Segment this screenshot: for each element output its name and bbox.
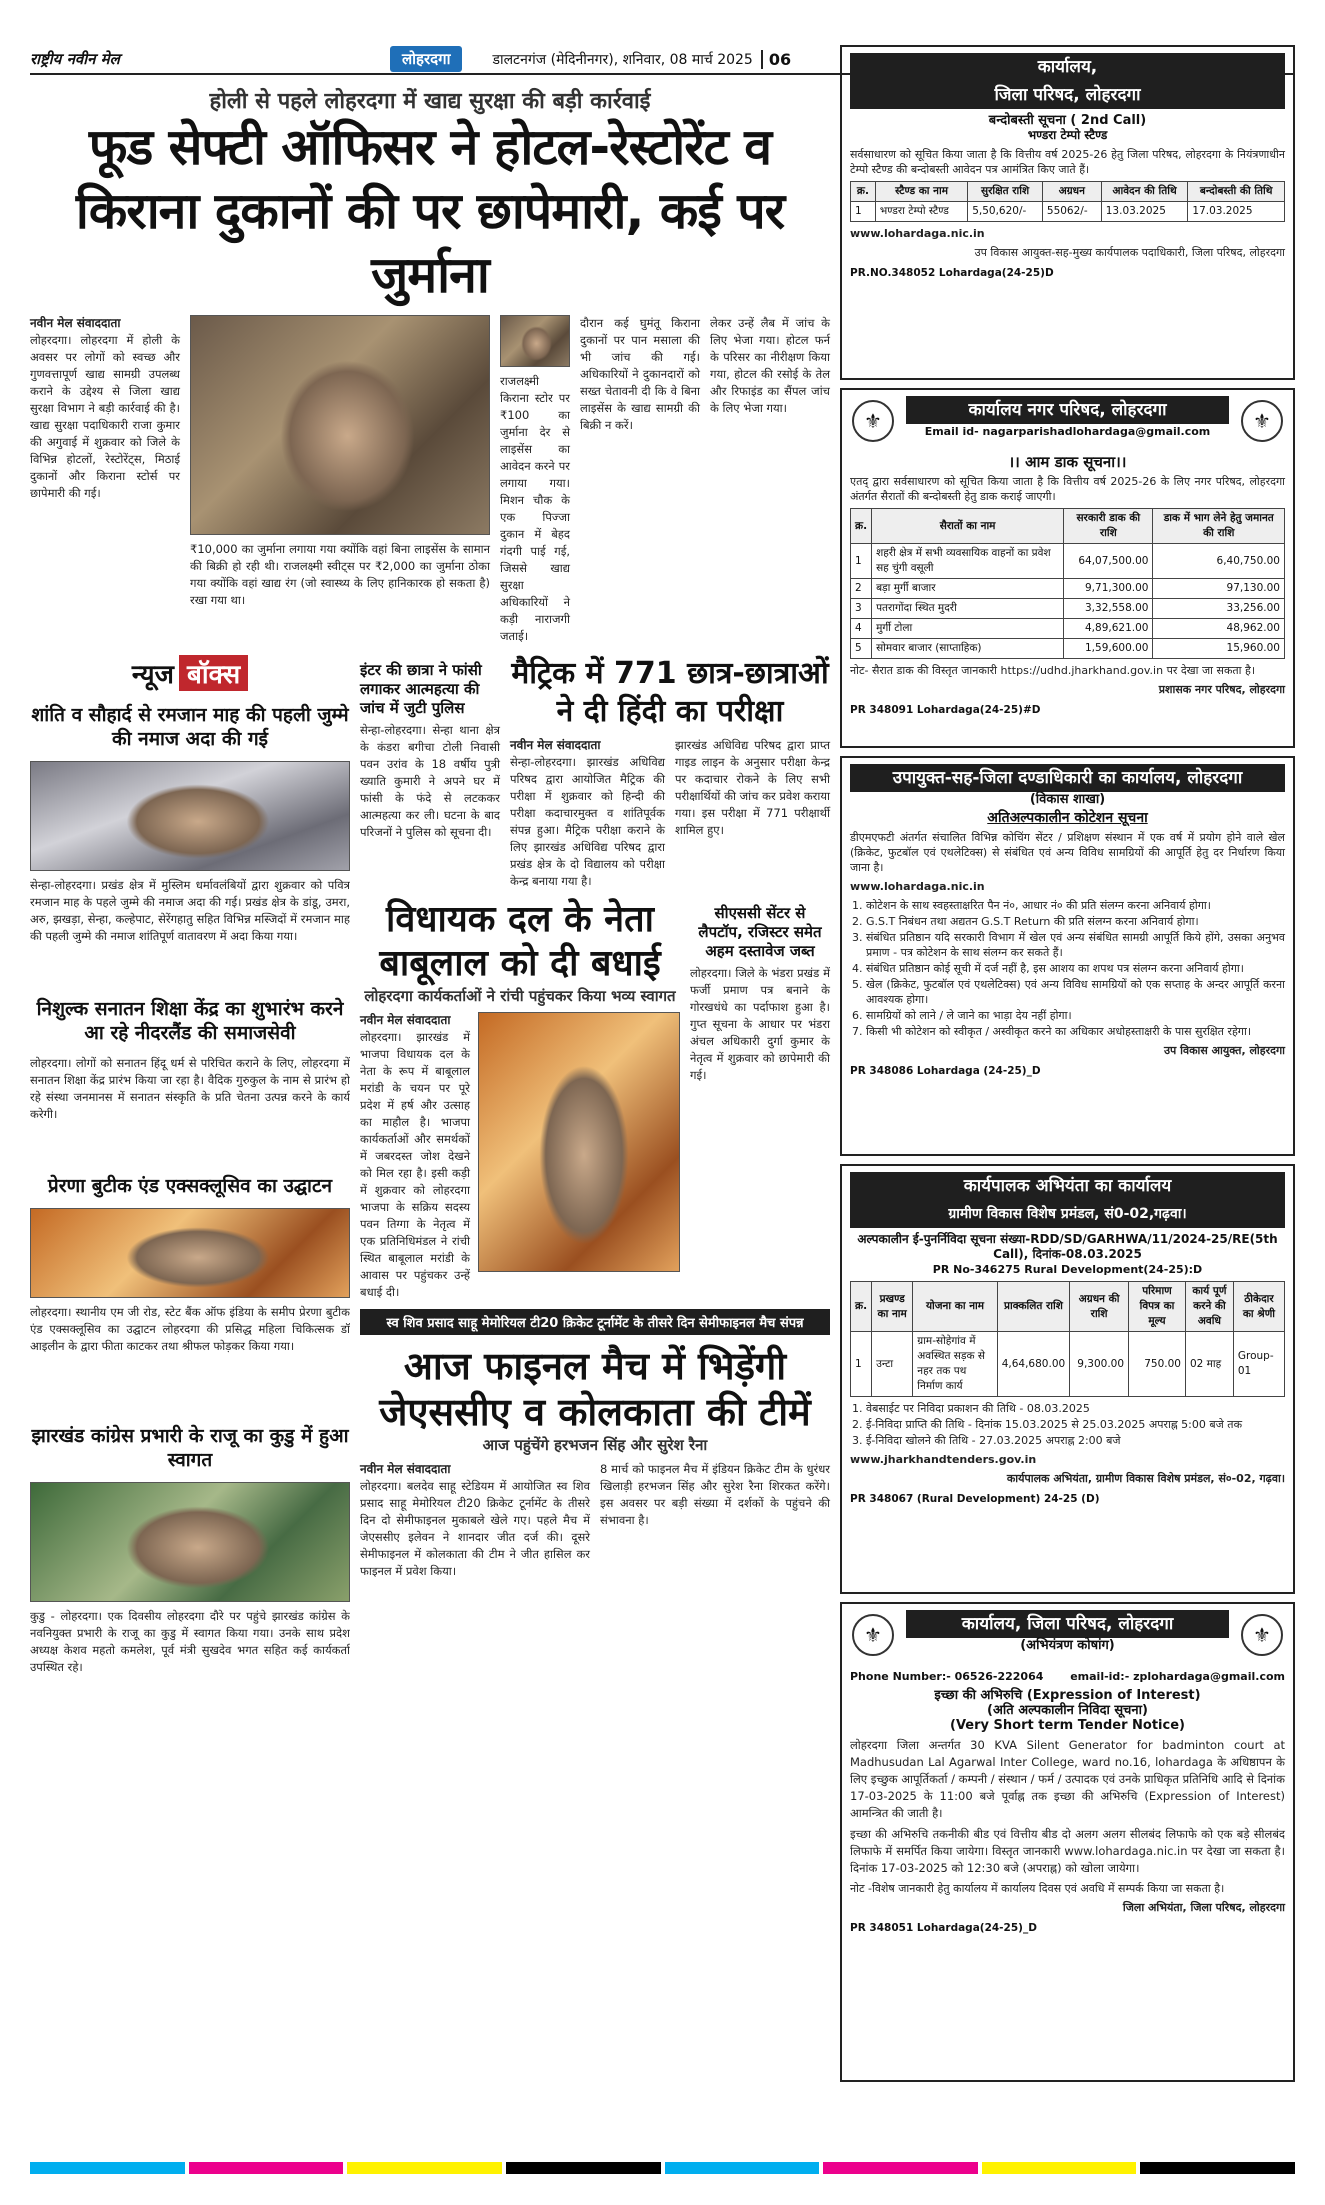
eoi-title-1: कार्यालय, जिला परिषद, लोहरदगा <box>906 1610 1229 1638</box>
lead-col-1 <box>30 315 180 645</box>
matric-cols <box>510 737 830 890</box>
zp-th: आवेदन की तिथि <box>1101 182 1188 202</box>
lead-byline: नवीन मेल संवाददाता <box>30 316 121 330</box>
dc-footer <box>850 1064 1285 1079</box>
dc-condition: 6. सामग्रियों को लाने / ले जाने का भाड़ा देय नहीं होगा। <box>866 1008 1285 1023</box>
eoi-signatory: जिला अभियंता, जिला परिषद, लोहरदगा <box>1122 1901 1285 1914</box>
zp-footer <box>850 266 1285 281</box>
emblem-icon: ⚜ <box>1241 1614 1283 1656</box>
matric-headline: मैट्रिक में 771 छात्र-छात्राओं ने दी हिंदी का परीक्षा <box>511 656 829 729</box>
np-signatory: प्रशासक नगर परिषद, लोहरदगा <box>1158 683 1285 696</box>
zp-table-row <box>851 202 1285 222</box>
np-th: सैरातों का नाम <box>872 509 1064 544</box>
np-notice: ।। आम डाक सूचना।। <box>1008 453 1127 471</box>
magenta-swatch <box>823 2162 978 2174</box>
sports-col-2 <box>600 1461 830 1580</box>
news-area <box>30 81 830 2151</box>
congress-photo <box>30 1482 350 1602</box>
suicide-headline: इंटर की छात्रा ने फांसी लगाकर आत्महत्या की जांच में जुटी पुलिस <box>360 661 482 717</box>
cyan-swatch <box>30 2162 185 2174</box>
np-td: 33,256.00 <box>1153 599 1285 619</box>
matric-col-1 <box>510 737 665 890</box>
emblem-icon: ⚜ <box>1241 400 1283 442</box>
babulal-deck: लोहरदगा कार्यकर्ताओं ने रांची पहुंचकर किया भव्य स्वागत <box>364 987 676 1005</box>
dc-title: उपायुक्त-सह-जिला दण्डाधिकारी का कार्यालय, लोहरदगा <box>850 764 1285 792</box>
np-td: शहरी क्षेत्र में सभी व्यवसायिक वाहनों का प्रवेश सह चुंगी वसूली <box>872 544 1064 579</box>
right-stories <box>360 655 830 1715</box>
sports-headline-2: जेएससीए व कोलकाता की टीमें <box>379 1390 811 1434</box>
dc-condition: 2. G.S.T निबंधन तथा अद्यतन G.S.T Return की प्रति संलग्न करना अनिवार्य होगा। <box>866 914 1285 929</box>
zp-td: 13.03.2025 <box>1101 202 1188 222</box>
rdd-table <box>850 1281 1285 1397</box>
eoi-email: email-id:- zplohardaga@gmail.com <box>1070 1670 1285 1683</box>
cyber-body: लोहरदगा। जिले के भंडरा प्रखंड में फर्जी प्रमाण पत्र बनाने के गोरखधंधे का पर्दाफाश हुआ है। गुप्त सूचना के आधार पर भंडरा अंचल अधिकारी दुर्गा कुमार के नेतृत्व में शुक्रवार को छापेमारी की गई। <box>690 966 830 1082</box>
zp-table <box>850 181 1285 222</box>
rdd-td: 02 माह <box>1185 1332 1233 1397</box>
rdd-pr: PR No-346275 Rural Development(24-25):D <box>932 1263 1203 1276</box>
rdd-pr-no: PR 348067 (Rural Development) 24-25 (D) <box>850 1493 1100 1505</box>
rdd-td: ग्राम-सोहेगांव में अवस्थित सड़क से नहर तक पथ निर्माण कार्य <box>913 1332 997 1397</box>
zp-td: भण्डरा टेम्पो स्टैण्ड <box>875 202 967 222</box>
lead-headline-line-1: फूड सेफ्टी ऑफिसर ने होटल-रेस्टोरेंट व <box>88 118 772 176</box>
np-td: 3,32,558.00 <box>1064 599 1153 619</box>
lead-para-5: लेकर उन्हें लैब में जांच के लिए भेजा गया। होटल फर्न के परिसर का नीरीक्षण किया गया, होटल की रसोई के तेल और रिफाइंड का सैंपल जांच के लिए भेजा गया। <box>710 316 830 415</box>
zp-signatory: उप विकास आयुक्त-सह-मुख्य कार्यपालक पदाधिकारी, जिला परिषद, लोहरदगा <box>974 246 1285 259</box>
np-body: एतद् द्वारा सर्वसाधारण को सूचित किया जाता है कि वित्तीय वर्ष 2025-26 के लिए नगर परिषद, लोहरदगा अंतर्गत सैरातों की बन्दोबस्ती हेतु डाक कराई जाएगी। <box>850 475 1285 503</box>
np-td: 1,59,600.00 <box>1064 639 1153 659</box>
black-swatch <box>506 2162 661 2174</box>
eoi-title-2: (अभियंत्रण कोषांग) <box>1020 1638 1115 1653</box>
np-table-row <box>851 639 1285 659</box>
lead-kicker: होली से पहले लोहरदगा में खाद्य सुरक्षा की बड़ी कार्रवाई <box>209 89 651 114</box>
page-number: 06 <box>761 50 791 69</box>
lead-col-4 <box>580 315 700 645</box>
zp-table-header <box>851 182 1285 202</box>
print-registration-strip <box>30 2160 1295 2176</box>
second-band <box>30 655 830 1715</box>
namaz-body: सेन्हा-लोहरदगा। प्रखंड क्षेत्र में मुस्लिम धर्मावलंबियों द्वारा शुक्रवार को पवित्र रमजान माह के पहले जुम्मे की नमाज अदा की गई। प्रखंड क्षेत्र के डांडू, उमरा, अरु, झखड़ा, सेन्हा, कल्हेपाट, सेरेंगहातु सहित विभिन्न मस्जिदों में रमजान माह की पहली जुम्मे की नमाज शांतिपूर्ण वातावरण में अदा किया गया। <box>30 878 350 943</box>
matric-byline: नवीन मेल संवाददाता <box>510 738 601 752</box>
np-table-row <box>851 599 1285 619</box>
eoi-footer <box>850 1921 1285 1936</box>
cyber-headline: सीएससी सेंटर से लैपटॉप, रजिस्टर समेत अहम दस्तावेज जब्त <box>698 904 822 960</box>
dc-condition: 5. खेल (क्रिकेट, फुटबॉल एवं एथलेटिक्स) एवं अन्य विविध सामग्रियों को एक सप्ताह के अन्दर आपूर्ति करना आवश्यक होगा। <box>866 977 1285 1007</box>
rdd-schedule-item: 2. ई-निविदा प्राप्ति की तिथि - दिनांक 15.03.2025 से 25.03.2025 अपराह्न 5:00 बजे तक <box>866 1417 1285 1432</box>
np-table-row <box>851 579 1285 599</box>
rdd-schedule <box>866 1401 1285 1448</box>
rdd-td: 4,64,680.00 <box>997 1332 1069 1397</box>
zp-pr-no: PR.NO.348052 Lohardaga(24-25)D <box>850 267 1054 279</box>
zp-th: सुरक्षित राशि <box>968 182 1043 202</box>
newspaper-page <box>30 45 1295 2155</box>
np-th: सरकारी डाक की राशि <box>1064 509 1153 544</box>
magenta-swatch <box>189 2162 344 2174</box>
babulal-byline: नवीन मेल संवाददाता <box>360 1013 451 1027</box>
sports-headline-1: आज फाइनल मैच में भिड़ेंगी <box>403 1344 787 1388</box>
np-td: 6,40,750.00 <box>1153 544 1285 579</box>
prerna-body: लोहरदगा। स्थानीय एम जी रोड, स्टेट बैंक ऑफ इंडिया के समीप प्रेरणा बुटीक एंड एक्सक्लूसिव का उद्घाटन लोहरदगा की प्रसिद्ध महिला चिकित्सक डॉ आइलीन के द्वारा फीता काटकर तथा श्रीफल फोड़कर किया गया। <box>30 1305 350 1353</box>
zp-title-1: कार्यालय, <box>850 53 1285 81</box>
np-title: कार्यालय नगर परिषद, लोहरदगा <box>906 396 1229 424</box>
np-td: 2 <box>851 579 872 599</box>
dc-condition: 3. संबंधित प्रतिष्ठान यदि सरकारी विभाग में खेल एवं अन्य संबंधित सामग्री आपूर्ति किये होंगे, उसका अनुभव प्रमाण - पत्र कोटेशन के साथ संलग्न कर सकते हैं। <box>866 930 1285 960</box>
ad-collector <box>840 756 1295 1156</box>
rdd-notice: अल्पकालीन ई-पुनर्निविदा सूचना संख्या-RDD/SD/GARHWA/11/2024-25/RE(5th Call), दिनांक-08.03.2025 <box>857 1232 1278 1261</box>
rdd-th: प्राक्कलित राशि <box>997 1282 1069 1332</box>
congress-body: कुडु - लोहरदगा। एक दिवसीय लोहरदगा दौरे पर पहुंचे झारखंड कांग्रेस के नवनियुक्त प्रभारी के राजू का कुडु में स्वागत किया गया। उनके साथ प्रदेश अध्यक्ष केशव महतो कमलेश, पूर्व मंत्री सुखदेव भगत सहित कई कार्यकर्ता उपस्थित रहे। <box>30 1608 350 1674</box>
matric-body: सेन्हा-लोहरदगा। झारखंड अधिविद्य परिषद द्वारा आयोजित मैट्रिक की परीक्षा में शुक्रवार को हिन्दी की परीक्षा कदाचारमुक्त व शांतिपूर्वक संपन्न हुआ। मैट्रिक परीक्षा कराने के लिए झारखंड अधिविद्य परिषद द्वारा प्रखंड क्षेत्र के दो विद्यालय को परीक्षा केन्द्र बनाया गया है। <box>510 755 665 888</box>
congress-headline: झारखंड कांग्रेस प्रभारी के राजू का कुडु में हुआ स्वागत <box>31 1424 349 1471</box>
yellow-swatch <box>347 2162 502 2174</box>
eoi-note: नोट -विशेष जानकारी हेतु कार्यालय में कार्यालय दिवस एवं अवधि में सम्पर्क किया जा सकता है। <box>850 1882 1225 1895</box>
np-note: नोट- सैरात डाक की विस्तृत जानकारी https://udhd.jharkhand.gov.in पर देखा जा सकता है। <box>850 664 1256 677</box>
zp-sub: भण्डरा टेम्पो स्टैण्ड <box>1027 128 1108 142</box>
babulal-body: लोहरदगा। झारखंड में भाजपा विधायक दल के नेता के रूप में बाबूलाल मरांडी के चयन पर पूरे प्रदेश में हर्ष और उत्साह का माहौल है। भाजपा कार्यकर्ताओं और समर्थकों में जबरदस्त जोश देखने को मिल रहा है। इसी कड़ी में शुक्रवार को लोहरदगा भाजपा के सक्रिय सदस्य पवन तिग्गा के नेतृत्व में एक प्रतिनिधिमंडल ने रांची स्थित बाबूलाल मरांडी के आवास पर पहुंचकर उन्हें बधाई दी। <box>360 1030 470 1299</box>
eoi-notice-3: (Very Short term Tender Notice) <box>950 1718 1185 1733</box>
lead-para-4: दौरान कई घुमंतू किराना दुकानों पर पान मसाला की भी जांच की गई। अधिकारियों ने दुकानदारों को सख्त चेतावनी दी कि वे बिना लाइसेंस के खाद्य सामग्री की बिक्री न करें। <box>580 316 700 432</box>
np-table-row <box>851 544 1285 579</box>
yellow-swatch <box>982 2162 1137 2174</box>
np-th: क्र. <box>851 509 872 544</box>
zp-td: 5,50,620/- <box>968 202 1043 222</box>
babulal-story <box>360 898 680 1301</box>
cyan-swatch <box>665 2162 820 2174</box>
suicide-body: सेन्हा-लोहरदगा। सेन्हा थाना क्षेत्र के कंडरा बगीचा टोली निवासी पवन उरांव के 18 वर्षीय पुत्री ख्याति कुमारी ने अपने घर में फांसी के फंदे से लटककर आत्महत्या कर ली। घटना के बाद परिजनों ने पुलिस को सूचना दी। <box>360 723 500 839</box>
np-td: 15,960.00 <box>1153 639 1285 659</box>
eoi-notice-2: (अति अल्पकालीन निविदा सूचना) <box>987 1703 1148 1718</box>
eoi-body-2: इच्छा की अभिरुचि तकनीकी बीड एवं वित्तीय बीड दो अलग अलग सीलबंद लिफाफे को एक बड़े सीलबंद लिफाफे में समर्पित किया जायेगा। विस्तृत जानकारी www.lohardaga.nic.in पर देखा जा सकता है। दिनांक 17-03-2025 को 12:30 बजे (अपराह्न) को खोला जायेगा। <box>850 1827 1285 1875</box>
dc-pr-no: PR 348086 Lohardaga (24-25)_D <box>850 1065 1041 1077</box>
sanatan-headline: निशुल्क सनातन शिक्षा केंद्र का शुभारंभ करने आ रहे नीदरलैंड की समाजसेवी <box>36 997 344 1044</box>
lead-headline-line-2: किराना दुकानों की पर छापेमारी, कई पर जुर्माना <box>75 182 785 304</box>
rdd-th: कार्य पूर्ण करने की अवधि <box>1185 1282 1233 1332</box>
zp-website: www.lohardaga.nic.in <box>850 227 985 240</box>
zp-th: क्र. <box>851 182 876 202</box>
rdd-th: क्र. <box>851 1282 872 1332</box>
np-td: 9,71,300.00 <box>1064 579 1153 599</box>
sports-body-2: 8 मार्च को फाइनल मैच में इंडियन क्रिकेट टीम के धुरंधर खिलाड़ी हरभजन सिंह और सुरेश रैना शिरकत करेंगे। इस अवसर पर बड़ी संख्या में दर्शकों के पहुंचने की संभावना है। <box>600 1462 830 1527</box>
namaz-headline: शांति व सौहार्द से रमजान माह की पहली जुम्मे की नमाज अदा की गई <box>31 704 349 750</box>
ad-eoi <box>840 1602 1295 2082</box>
namaz-photo <box>30 761 350 871</box>
ad-rdd <box>840 1164 1295 1594</box>
np-td: सोमवार बाजार (साप्ताहिक) <box>872 639 1064 659</box>
matric-story <box>510 655 830 890</box>
matric-body-2: झारखंड अधिविद्य परिषद द्वारा प्राप्त गाइड लाइन के अनुसार परीक्षा केन्द्र पर कदाचार रोकने के लिए सभी परीक्षार्थियों की जांच कर प्रवेश कराया गया। इस परीक्षा में 771 परीक्षार्थी शामिल हुए। <box>675 738 830 837</box>
eoi-phone: Phone Number:- 06526-222064 <box>850 1670 1044 1683</box>
sports-story <box>360 1343 830 1580</box>
np-td: मुर्गी टोला <box>872 619 1064 639</box>
eoi-pr-no: PR 348051 Lohardaga(24-25)_D <box>850 1922 1037 1934</box>
np-footer <box>850 703 1285 718</box>
rdd-th: परिमाण विपत्र का मूल्य <box>1129 1282 1186 1332</box>
sanatan-body: लोहरदगा। लोगों को सनातन हिंदू धर्म से परिचित कराने के लिए, लोहरदगा में सनातन शिक्षा केंद्र प्रारंभ किया जा रहा है। वैदिक गुरुकुल के नाम से प्रारंभ हो रहे संस्था जनमानस में सनातन संस्कृति के प्रति चेतना उत्पन्न करने के कार्य करेगी। <box>30 1055 350 1121</box>
rdd-td: 750.00 <box>1129 1332 1186 1397</box>
np-td: बड़ा मुर्गी बाजार <box>872 579 1064 599</box>
hotel-inspection-photo <box>500 315 570 367</box>
dc-condition: 1. कोटेशन के साथ स्वहस्ताक्षरित पैन नं०, आधार नं० की प्रति संलग्न करना अनिवार्य होगा। <box>866 898 1285 913</box>
eoi-contact <box>850 1669 1285 1684</box>
dc-notice: अतिअल्पकालीन कोटेशन सूचना <box>987 810 1148 826</box>
emblem-icon: ⚜ <box>852 1614 894 1656</box>
lead-headline <box>30 115 830 307</box>
lead-col-5 <box>710 315 830 645</box>
zp-th: स्टैण्ड का नाम <box>875 182 967 202</box>
babulal-row <box>360 898 830 1301</box>
sports-strip: स्व शिव प्रसाद साहू मेमोरियल टी20 क्रिकेट टूर्नामेंट के तीसरे दिन सेमीफाइनल मैच संपन्न <box>360 1309 830 1335</box>
sports-col-1 <box>360 1461 590 1580</box>
food-raid-photo <box>190 315 490 535</box>
rdd-title-2: ग्रामीण विकास विशेष प्रमंडल, सं0-02,गढ़वा। <box>850 1200 1285 1228</box>
rdd-schedule-item: 1. वेबसाईट पर निविदा प्रकाशन की तिथि - 08.03.2025 <box>866 1401 1285 1416</box>
dateline: डालटनगंज (मेदिनीनगर), शनिवार, 08 मार्च 2025 <box>492 51 753 68</box>
emblem-icon: ⚜ <box>852 400 894 442</box>
box-label: बॉक्स <box>179 655 248 691</box>
rdd-th: योजना का नाम <box>913 1282 997 1332</box>
matric-row <box>360 655 830 890</box>
suicide-story <box>360 655 500 890</box>
eoi-body: लोहरदगा जिला अन्तर्गत 30 KVA Silent Generator for badminton court at Madhusudan Lal Agarwal Inter College, ward no.16, lohardaga के अधिष्ठापन के लिए इच्छुक आपूर्तिकर्ता / कम्पनी / संस्थान / फर्म / उत्पादक एवं उनके प्राधिकृत प्रतिनिधि आदि से दिनांक 17-03-2025 के 11:00 बजे पूर्वाह्न तक इच्छा की अभिरुचि (Expression of Interest) आमन्त्रित की जाती है। <box>850 1738 1285 1820</box>
babulal-col <box>360 1012 470 1301</box>
np-th: डाक में भाग लेने हेतु जमानत की राशि <box>1153 509 1285 544</box>
np-td: 97,130.00 <box>1153 579 1285 599</box>
rdd-schedule-item: 3. ई-निविदा खोलने की तिथि - 27.03.2025 अपराह्न 2:00 बजे <box>866 1433 1285 1448</box>
cyber-story <box>690 898 830 1301</box>
sports-cols <box>360 1461 830 1580</box>
ads-column <box>840 45 1295 2155</box>
np-email: Email id- nagarparishadlohardaga@gmail.com <box>924 425 1211 438</box>
lead-para-2: ₹10,000 का जुर्माना लगाया गया क्योंकि वहां बिना लाइसेंस के सामान की बिक्री हो रही थी। राजलक्ष्मी स्वीट्स पर ₹2,000 का जुर्माना ठोका गया क्योंकि वहां खाद्य रंग (जो स्वास्थ्य के लिए हानिकारक हो सकता है) रखा गया था। <box>190 542 490 607</box>
dc-conditions <box>866 898 1285 1039</box>
zp-th: बन्दोबस्ती की तिथि <box>1188 182 1285 202</box>
rdd-th: प्रखण्ड का नाम <box>872 1282 913 1332</box>
dc-website: www.lohardaga.nic.in <box>850 880 985 893</box>
rdd-td: 1 <box>851 1332 872 1397</box>
rdd-table-row <box>851 1332 1285 1397</box>
lead-story <box>30 315 830 645</box>
dc-condition: 4. संबंधित प्रतिष्ठान कोई सूची में दर्ज नहीं है, इस आशय का शपथ पत्र संलग्न करना अनिवार्य होगा। <box>866 961 1285 976</box>
dc-condition: 7. किसी भी कोटेशन को स्वीकृत / अस्वीकृत करने का अधिकार अधोहस्ताक्षरी के पास सुरक्षित रहेगा। <box>866 1024 1285 1039</box>
ad-zila-parishad <box>840 45 1295 380</box>
rdd-th: ठीकेदार का श्रेणी <box>1233 1282 1284 1332</box>
rdd-td: 9,300.00 <box>1070 1332 1129 1397</box>
zp-title-2: जिला परिषद, लोहरदगा <box>850 81 1285 109</box>
zp-th: अग्रधन <box>1042 182 1101 202</box>
np-td: 5 <box>851 639 872 659</box>
ad-nagar-parishad <box>840 388 1295 748</box>
lead-para-1: लोहरदगा। लोहरदगा में होली के अवसर पर लोगों को स्वच्छ और गुणवत्तापूर्ण खाद्य सामग्री उपलब्ध कराने के उद्देश्य से जिला खाद्य सुरक्षा विभाग ने बड़ी कार्रवाई की है। खाद्य सुरक्षा पदाधिकारी राजा कुमार की अगुवाई में शुक्रवार को जिले के विभिन्न होटलों, रेस्टोरेंट्स, मिठाई दुकानों और किराना स्टोर्स पर छापेमारी की गई। <box>30 333 180 500</box>
zp-notice: बन्दोबस्ती सूचना ( 2nd Call) <box>988 113 1147 128</box>
np-td: पतरागोंदा स्थित मुदरी <box>872 599 1064 619</box>
prerna-headline: प्रेरणा बुटीक एंड एक्सक्लूसिव का उद्घाटन <box>47 1175 333 1197</box>
newspaper-logo: राष्ट्रीय नवीन मेल <box>30 50 120 68</box>
sports-deck: आज पहुंचेंगे हरभजन सिंह और सुरेश रैना <box>482 1436 708 1454</box>
babulal-headline: विधायक दल के नेता बाबूलाल को दी बधाई <box>379 899 661 984</box>
zp-td: 17.03.2025 <box>1188 202 1285 222</box>
black-swatch <box>1140 2162 1295 2174</box>
eoi-notice-1: इच्छा की अभिरुचि (Expression of Interest) <box>934 1688 1201 1703</box>
dc-sub: (विकास शाखा) <box>1029 792 1106 807</box>
babulal-content <box>360 1012 680 1301</box>
prerna-photo <box>30 1208 350 1298</box>
news-box-header <box>30 655 350 691</box>
left-stories <box>30 655 350 1715</box>
sports-body: लोहरदगा। बलदेव साहू स्टेडियम में आयोजित स्व शिव प्रसाद साहू मेमोरियल टी20 क्रिकेट टूर्नामेंट के तीसरे दिन दो सेमीफाइनल मुकाबले खेले गए। पहले मैच में जेएससीए इलेवन ने शानदार जीत दर्ज की। दूसरे सेमीफाइनल में कोलकाता की टीम ने जीत हासिल कर फाइनल में प्रवेश किया। <box>360 1479 590 1578</box>
rdd-footer <box>850 1492 1285 1507</box>
rdd-signatory: कार्यपालक अभियंता, ग्रामीण विकास विशेष प्रमंडल, सं०-02, गढ़वा। <box>1006 1472 1285 1485</box>
matric-col-2 <box>675 737 830 890</box>
np-td: 48,962.00 <box>1153 619 1285 639</box>
rdd-th: अग्रधन की राशि <box>1070 1282 1129 1332</box>
np-pr-no: PR 348091 Lohardaga(24-25)#D <box>850 704 1041 716</box>
np-table <box>850 508 1285 659</box>
lead-para-3: राजलक्ष्मी किराना स्टोर पर ₹100 का जुर्माना देर से लाइसेंस का आवेदन करने पर लगाया गया। मिशन चौक के एक पिज्जा दुकान में बेहद गंदगी पाई गई, जिससे खाद्य सुरक्षा अधिकारियों ने कड़ी नाराजगी जताई। <box>500 374 570 643</box>
rdd-td: उन्टा <box>872 1332 913 1397</box>
news-label: न्यूज <box>131 660 174 690</box>
babulal-photo <box>478 1012 680 1272</box>
np-table-row <box>851 619 1285 639</box>
lead-col-3 <box>500 315 570 645</box>
np-table-header <box>851 509 1285 544</box>
rdd-table-header <box>851 1282 1285 1332</box>
zp-td: 1 <box>851 202 876 222</box>
section-label: लोहरदगा <box>390 46 462 72</box>
lead-photo-col <box>190 315 490 645</box>
zp-td: 55062/- <box>1042 202 1101 222</box>
dc-signatory: उप विकास आयुक्त, लोहरदगा <box>1164 1044 1285 1057</box>
zp-body: सर्वसाधारण को सूचित किया जाता है कि वित्तीय वर्ष 2025-26 हेतु जिला परिषद, लोहरदगा के नियंत्रणाधीन टेम्पो स्टैण्ड की बन्दोबस्ती आवेदन पत्र आमंत्रित किए जाते हैं। <box>850 148 1285 176</box>
np-td: 64,07,500.00 <box>1064 544 1153 579</box>
np-td: 1 <box>851 544 872 579</box>
rdd-website: www.jharkhandtenders.gov.in <box>850 1453 1037 1466</box>
np-td: 3 <box>851 599 872 619</box>
dc-body: डीएमएफटी अंतर्गत संचालित विभिन्न कोचिंग सेंटर / प्रशिक्षण संस्थान में एक वर्ष में प्रयोग होने वाले खेल (क्रिकेट, फुटबॉल एवं एथलेटिक्स) से संबंधित एवं अन्य विविध सामग्रियों की आपूर्ति हेतु दर निर्धारण किया जाना है। <box>850 831 1285 874</box>
rdd-td: Group-01 <box>1233 1332 1284 1397</box>
np-td: 4,89,621.00 <box>1064 619 1153 639</box>
np-td: 4 <box>851 619 872 639</box>
rdd-title-1: कार्यपालक अभियंता का कार्यालय <box>850 1172 1285 1200</box>
sports-byline: नवीन मेल संवाददाता <box>360 1462 451 1476</box>
